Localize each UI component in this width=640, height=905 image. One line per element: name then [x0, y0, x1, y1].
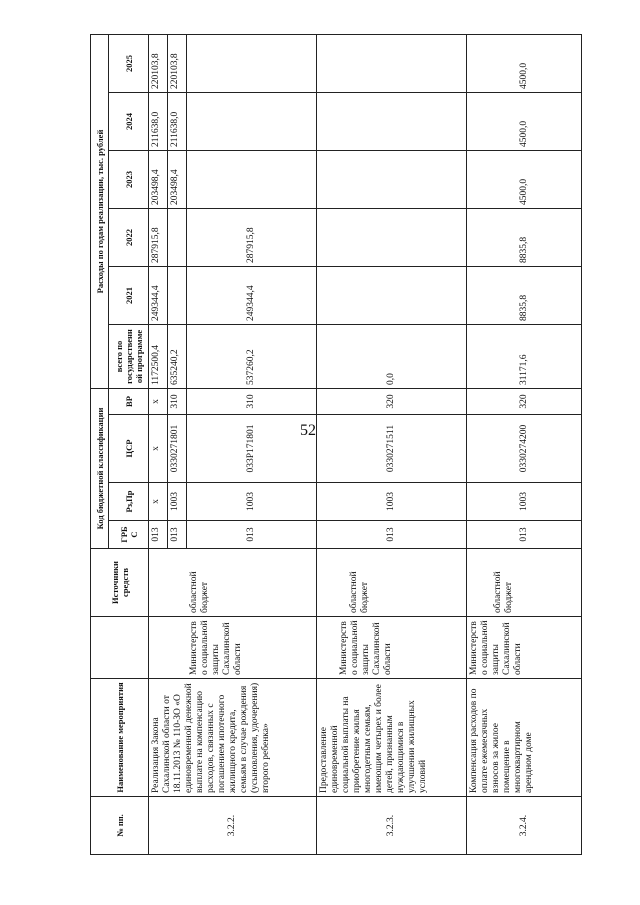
cell-csr: 0330271511 — [317, 415, 467, 483]
header-2025: 2025 — [109, 34, 149, 92]
cell-csr: 0330274200 — [467, 415, 582, 483]
cell-total: 31171,6 — [467, 325, 582, 389]
cell-2022: 8835,8 — [467, 209, 582, 267]
cell-total: 537260,2 — [187, 325, 317, 389]
header-executor — [91, 617, 149, 679]
row-number: 3.2.2. — [149, 797, 317, 855]
header-csr: ЦСР — [109, 415, 149, 483]
cell-rzpr: 1003 — [168, 483, 187, 521]
cell-2025 — [317, 34, 467, 92]
cell-csr: x — [149, 415, 168, 483]
cell-2022 — [168, 209, 187, 267]
cell-vr: 320 — [317, 389, 467, 415]
header-2023: 2023 — [109, 151, 149, 209]
header-name: Наименование мероприятия — [91, 679, 149, 797]
header-grbs: ГРБС — [109, 521, 149, 549]
header-total: всего по государственной программе — [109, 325, 149, 389]
cell-grbs: 013 — [317, 521, 467, 549]
cell-vr: 310 — [168, 389, 187, 415]
cell-2022: 287915,8 — [149, 209, 168, 267]
cell-grbs: 013 — [187, 521, 317, 549]
row-number: 3.2.4. — [467, 797, 582, 855]
header-years-group: Расходы по годам реализации, тыс. рублей — [91, 34, 109, 388]
row-name: Реализация Закона Сахалинской области от 18.11.2013 № 110-ЗО «О единовременной денежной выплате на компенсацию расходов, связанных с погашением ипотечного жилищного кредита, семьям в случае рождения (усыновления, удочерения) второго ребенка» — [149, 679, 317, 797]
cell-csr: 033P171801 — [187, 415, 317, 483]
cell-2025: 220103,8 — [149, 34, 168, 92]
cell-2023: 203498,4 — [168, 151, 187, 209]
cell-2021 — [317, 267, 467, 325]
cell-2024: 211638,0 — [168, 93, 187, 151]
header-code-group: Код бюджетной классификации — [91, 389, 109, 549]
cell-vr: 320 — [467, 389, 582, 415]
table-row — [149, 34, 168, 854]
cell-rzpr: 1003 — [187, 483, 317, 521]
table-row — [317, 34, 467, 854]
header-vr: ВР — [109, 389, 149, 415]
cell-2021: 249344,4 — [187, 267, 317, 325]
budget-table — [90, 34, 582, 855]
cell-rzpr: x — [149, 483, 168, 521]
cell-vr: x — [149, 389, 168, 415]
row-executor: Министерство социальной защиты Сахалинской области — [467, 617, 582, 679]
cell-total: 0,0 — [317, 325, 467, 389]
cell-2025: 220103,8 — [168, 34, 187, 92]
row-source: областной бюджет — [149, 549, 317, 617]
cell-2021: 8835,8 — [467, 267, 582, 325]
cell-total: 635240,2 — [168, 325, 187, 389]
row-source: областной бюджет — [467, 549, 582, 617]
cell-2024: 4500,0 — [467, 93, 582, 151]
cell-grbs: 013 — [467, 521, 582, 549]
header-source: Источники средств — [91, 549, 149, 617]
header-2022: 2022 — [109, 209, 149, 267]
header-rzpr: Рз,Пр — [109, 483, 149, 521]
cell-rzpr: 1003 — [467, 483, 582, 521]
row-source: областной бюджет — [317, 549, 467, 617]
cell-2023 — [317, 151, 467, 209]
cell-2023 — [187, 151, 317, 209]
cell-2023: 4500,0 — [467, 151, 582, 209]
cell-2024 — [317, 93, 467, 151]
cell-2021: 249344,4 — [149, 267, 168, 325]
cell-rzpr: 1003 — [317, 483, 467, 521]
cell-2024 — [187, 93, 317, 151]
row-executor: Министерство социальной защиты Сахалинской области — [317, 617, 467, 679]
table-row — [467, 34, 582, 854]
cell-total: 1172500,4 — [149, 325, 168, 389]
cell-2022: 287915,8 — [187, 209, 317, 267]
page-number: 52 — [300, 422, 316, 439]
cell-2023: 203498,4 — [149, 151, 168, 209]
cell-2022 — [317, 209, 467, 267]
row-name: Компенсация расходов по оплате ежемесячных взносов за жилое помещение в многоквартирном арендном доме — [467, 679, 582, 797]
cell-csr: 0330271801 — [168, 415, 187, 483]
row-name: Предоставление единовременной социальной выплаты на приобретение жилья многодетным семьям, имеющим четырех и более детей, признанным нуждающимися в улучшении жилищных условий — [317, 679, 467, 797]
cell-2024: 211638,0 — [149, 93, 168, 151]
rotated-table-container — [90, 35, 605, 855]
cell-2021 — [168, 267, 187, 325]
cell-2025 — [187, 34, 317, 92]
cell-vr: 310 — [187, 389, 317, 415]
row-executor: Министерство социальной защиты Сахалинской области — [149, 617, 317, 679]
header-2024: 2024 — [109, 93, 149, 151]
header-2021: 2021 — [109, 267, 149, 325]
cell-2025: 4500,0 — [467, 34, 582, 92]
header-no: № пп. — [91, 797, 149, 855]
cell-grbs: 013 — [149, 521, 168, 549]
row-number: 3.2.3. — [317, 797, 467, 855]
cell-grbs: 013 — [168, 521, 187, 549]
